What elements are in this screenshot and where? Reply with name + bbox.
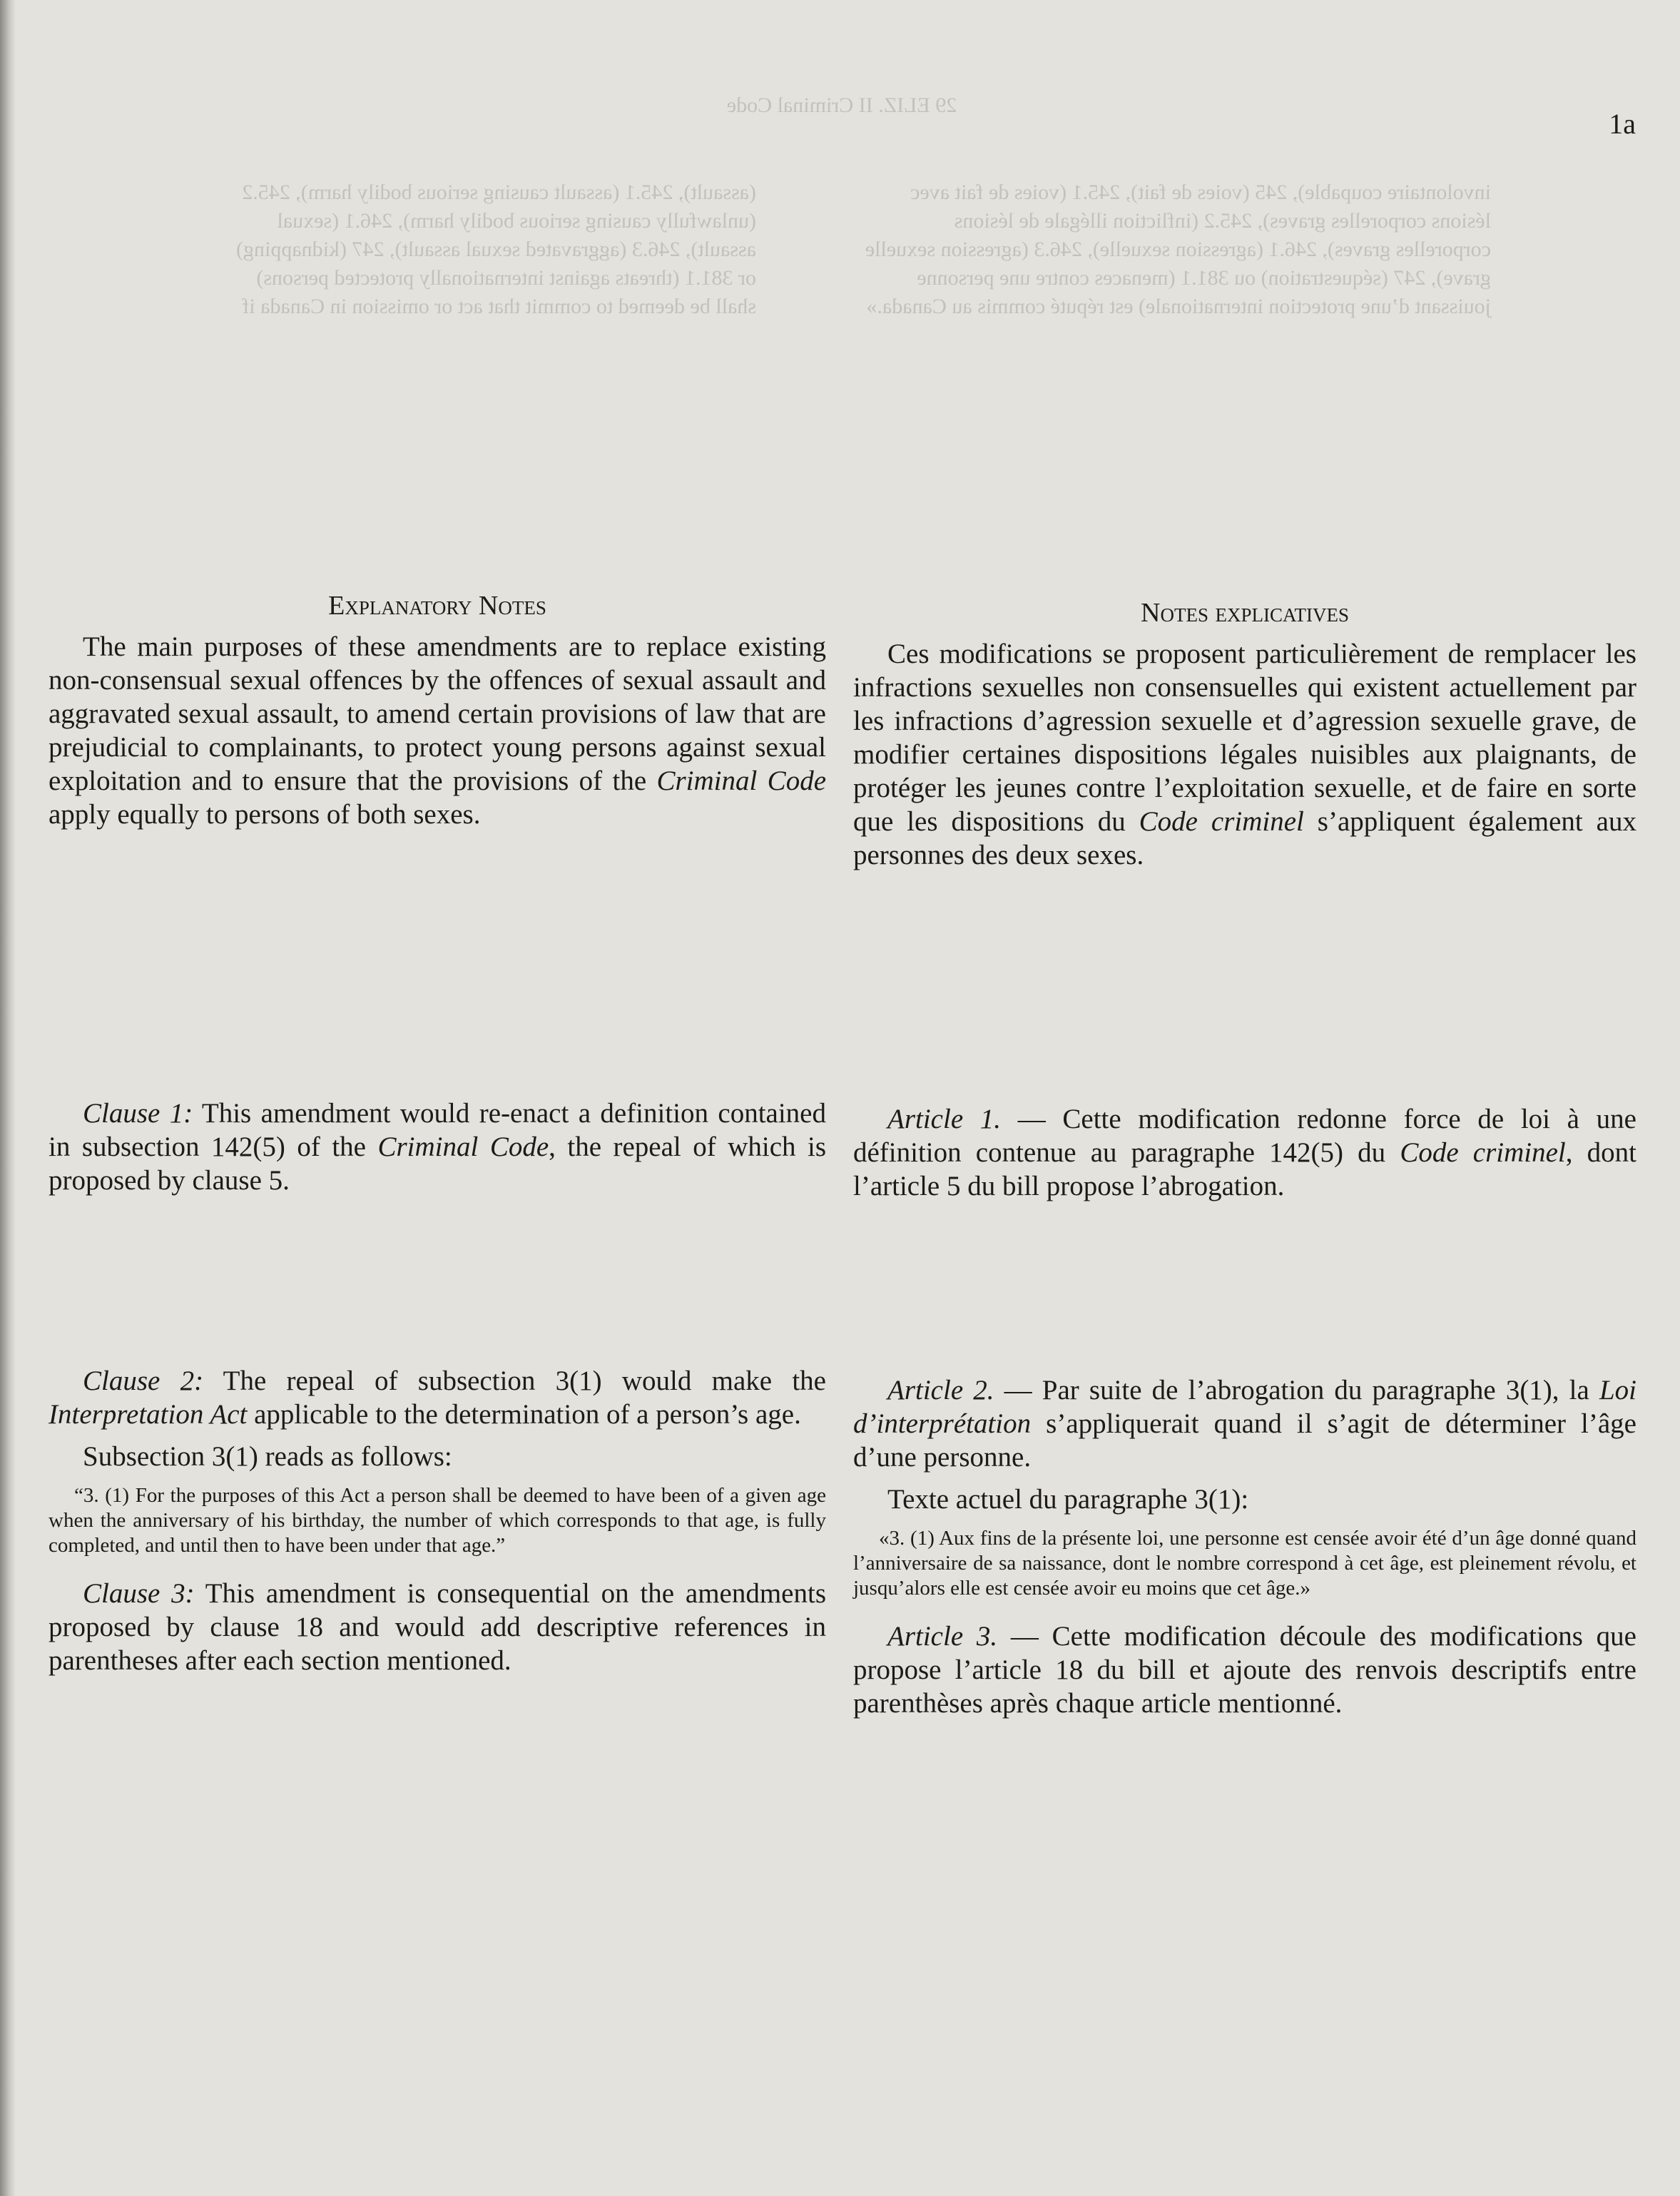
french-column	[853, 596, 1636, 872]
clause-1-label: Clause 1:	[83, 1098, 193, 1129]
article-2-quote: «3. (1) Aux fins de la présente loi, une personne est censée avoir été d’un âge donné quand l’anniversaire de sa naissance, dont le nombre correspond à cet âge, est pleinement révolu, et jusqu’alors elle est censée avoir eu moins que cet âge.»	[853, 1527, 1636, 1600]
article-2-label: Article 2.	[887, 1375, 994, 1405]
article-1: Article 1. — Cette modification redonne force de loi à une définition contenue au paragraphe 142(5) du Code criminel, dont l’article 5 du bill propose l’abrogation.	[853, 1104, 1637, 1201]
clause-1: Clause 1: This amendment would re-enact a definition contained in subsection 142(5) of the Criminal Code, the repeal of which is proposed by clause 5.	[49, 1098, 827, 1196]
article-2: Article 2. — Par suite de l’abrogation du paragraphe 3(1), la Loi d’interprétation s’appliquerait quand il s’agit de déterminer l’âge d’une personne. Texte actuel du paragraphe 3(1): «3. (1) Aux fins de la présente loi, une personne est censée avoir été d’un âge donné quand l’anniversaire de sa naissance, dont le nombre correspond à cet âge, est pleinement révolu, et jusqu’alors elle est censée avoir eu moins que cet âge.» Article 3. — Cette modification découle des modifications que propose l’article 18 du bill et ajoute des renvois descriptifs entre parenthèses après chaque article mentionné.	[853, 1375, 1636, 1719]
page-edge	[0, 0, 16, 2196]
english-intro: The main purposes of these amendments are to replace existing non-consensual sexual offences by the offences of sexual assault and aggravated sexual assault, to amend certain provisions of law that are prejudicial to complainants, to protect young persons against sexual exploitation and to ensure that the provisions of the Criminal Code apply equally to persons of both sexes.	[49, 631, 826, 830]
french-heading: Notes explicatives	[1141, 598, 1349, 628]
bleed-through-header: 29 ELIZ. II Criminal Code	[726, 93, 957, 117]
bleed-through-upper-right: (assault), 245.1 (assault causing serious bodily harm), 245.2 (unlawfully causing serious bodily harm), 246.1 (sexual assault), 246.3 (aggravated sexual assault), 247 (kidnapping) or 381.1 (threats against internationally protected persons) shall be deemed to commit that act or omission in Canada if	[236, 181, 756, 318]
french-intro: Ces modifications se proposent particulièrement de remplacer les infractions sexuelles non consensuelles qui existent actuellement par les infractions d’agression sexuelle et d’agression sexuelle grave, de modifier certaines dispositions légales nuisibles aux plaignants, de protéger les jeunes contre l’exploitation sexuelle, et de faire en sorte que les dispositions du Code criminel s’appliquent également aux personnes des deux sexes.	[853, 639, 1636, 870]
article-1-label: Article 1.	[887, 1104, 1002, 1134]
bleed-through-upper-left: involontaire coupable), 245 (voies de fait), 245.1 (voies de fait avec lésions corporelles graves), 245.2 (infliction illégale de lésions corporelles graves), 246.1 (agression sexuelle), 246.3 (agression sexuelle grave), 247 (séquestration) ou 381.1 (menaces contre une personne jouissant d’une protection internationale) est réputé commis au Canada.»	[865, 181, 1491, 318]
article-3: Article 3. — Cette modification découle des modifications que propose l’article 18 du bill et ajoute des renvois descriptifs entre parenthèses après chaque article mentionné.	[853, 1621, 1636, 1719]
page-number: 1a	[1609, 108, 1636, 140]
clause-2: Clause 2: The repeal of subsection 3(1) would make the Interpretation Act applicable to the determination of a person’s age. Subsection 3(1) reads as follows: “3. (1) For the purposes of this Act a person shall be deemed to have been of a given age when the anniversary of his birthday, the number of which corresponds to that age, is fully completed, and until then to have been under that age.” Clause 3: This amendment is consequential on the amendments proposed by clause 18 and would add descriptive references in parentheses after each section mentioned.	[49, 1366, 826, 1676]
clause-2-quote: “3. (1) For the purposes of this Act a person shall be deemed to have been of a given age when the anniversary of his birthday, the number of which corresponds to that age, is fully completed, and until then to have been under that age.”	[49, 1484, 826, 1557]
article-3-label: Article 3.	[887, 1621, 998, 1652]
article-2-statement: Texte actuel du paragraphe 3(1):	[887, 1484, 1249, 1515]
clause-3: Clause 3: This amendment is consequential on the amendments proposed by clause 18 and would add descriptive references in parentheses after each section mentioned.	[49, 1578, 826, 1676]
clause-2-label: Clause 2:	[83, 1366, 204, 1396]
english-heading: Explanatory Notes	[328, 591, 546, 621]
english-column	[49, 589, 826, 831]
clause-3-label: Clause 3:	[83, 1578, 195, 1609]
clause-2-statement: Subsection 3(1) reads as follows:	[83, 1441, 452, 1472]
